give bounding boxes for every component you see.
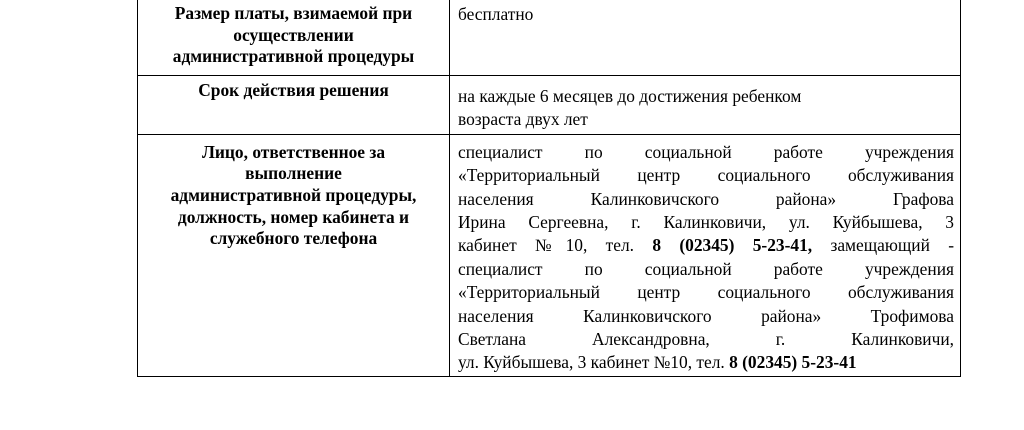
office-text: кабинет №10, тел. xyxy=(458,235,634,256)
responsible-text-line xyxy=(458,351,954,374)
responsible-text-line: Светлана Александровна, г. Калинковичи, xyxy=(458,329,954,350)
phone-number: 8 (02345) 5-23-41, xyxy=(652,235,813,256)
responsible-label-line: выполнение xyxy=(245,163,342,184)
table-row-fee xyxy=(138,0,961,76)
responsible-text-line: «Территориальный центр социального обслуживания xyxy=(458,282,954,303)
responsible-text-line: населения Калинковичского района» Трофимова xyxy=(458,305,954,326)
responsible-text-line: населения Калинковичского района» Графова xyxy=(458,188,954,209)
responsible-label-line: административной процедуры, xyxy=(170,185,417,205)
validity-value-line: возраста двух лет xyxy=(458,109,588,130)
responsible-label-line: Лицо, ответственное за xyxy=(201,141,386,162)
phone-number: 8 (02345) 5-23-41 xyxy=(729,352,857,373)
office-text: ул. Куйбышева, 3 кабинет №10, тел. xyxy=(458,352,725,373)
validity-label: Срок действия решения xyxy=(198,80,389,100)
responsible-value-cell xyxy=(450,134,961,376)
deputy-text: замещающий - xyxy=(830,235,954,256)
table-row-responsible xyxy=(138,134,961,376)
responsible-label-line: должность, номер кабинета и xyxy=(177,206,410,227)
responsible-label-cell xyxy=(138,134,450,376)
responsible-text-line: Ирина Сергеевна, г. Калинковичи, ул. Куйбышева, 3 xyxy=(458,212,954,233)
responsible-text-line: «Территориальный центр социального обслуживания xyxy=(458,165,954,186)
responsible-text-line: специалист по социальной работе учреждения xyxy=(458,141,954,162)
responsible-text-line xyxy=(458,234,954,257)
validity-label-cell xyxy=(138,76,450,135)
fee-value-cell xyxy=(450,0,961,76)
table-row-validity xyxy=(138,76,961,135)
fee-label-cell xyxy=(138,0,450,76)
validity-value-cell xyxy=(450,76,961,135)
responsible-label-line: служебного телефона xyxy=(209,228,378,249)
fee-value: бесплатно xyxy=(458,4,534,24)
fee-label-line: административной процедуры xyxy=(172,46,415,67)
fee-label-line: осуществлении xyxy=(233,24,354,45)
fee-label-line: Размер платы, взимаемой при xyxy=(174,3,413,23)
validity-value-line: на каждые 6 месяцев до достижения ребенком xyxy=(458,86,802,106)
responsible-text-line: специалист по социальной работе учреждения xyxy=(458,258,954,279)
procedure-info-table xyxy=(137,0,961,377)
